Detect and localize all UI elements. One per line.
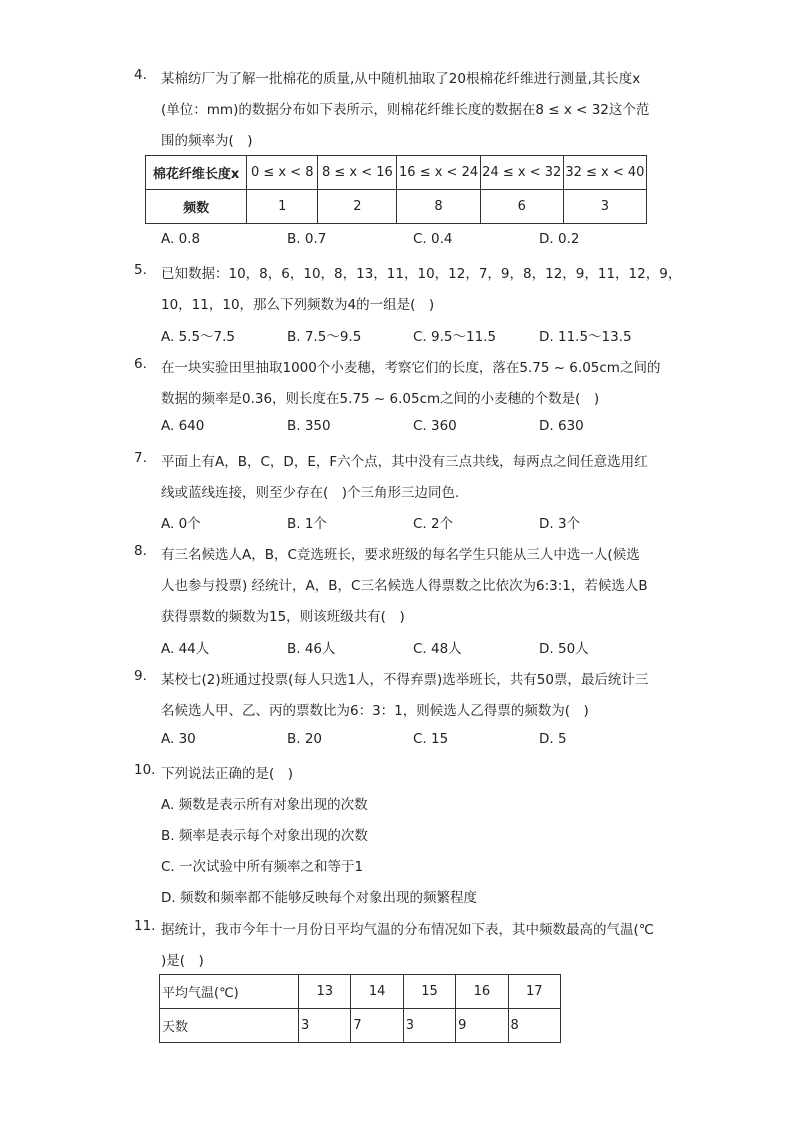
question-text-line: 人也参与投票) 经统计，A，B，C三名候选人得票数之比依次为6:3:1，若候选人B: [161, 578, 648, 594]
table-cell: 2: [318, 190, 397, 224]
option-d[interactable]: D. 0.2: [539, 231, 580, 247]
option-d[interactable]: D. 3个: [539, 516, 581, 532]
question-text-line: 某棉纺厂为了解一批棉花的质量,从中随机抽取了20根棉花纤维进行测量,其长度x: [161, 71, 641, 87]
option-c[interactable]: C. 15: [413, 731, 449, 747]
table-cell: 8: [508, 1009, 560, 1043]
option-a[interactable]: A. 30: [161, 731, 196, 747]
question-text-line: 数据的频率是0.36，则长度在5.75 ~ 6.05cm之间的小麦穗的个数是( ): [161, 391, 600, 407]
temperature-table: [159, 974, 561, 1043]
question-number: 5.: [134, 262, 147, 278]
table-cell: 8 ≤ x < 16: [318, 156, 397, 190]
option-c[interactable]: C. 9.5～11.5: [413, 329, 497, 345]
table-cell: 15: [403, 975, 455, 1009]
table-cell: 频数: [146, 190, 247, 224]
table-cell: 14: [351, 975, 403, 1009]
question-number: 4.: [134, 67, 147, 83]
table-cell: 1: [247, 190, 318, 224]
table-cell: 棉花纤维长度x: [146, 156, 247, 190]
question-text-line: 10，11，10，那么下列频数为4的一组是( ): [161, 297, 435, 313]
option-b[interactable]: B. 0.7: [287, 231, 327, 247]
question-text-line: 在一块实验田里抽取1000个小麦穗，考察它们的长度，落在5.75 ~ 6.05cm之间的: [161, 360, 661, 376]
option-c[interactable]: C. 48人: [413, 641, 462, 657]
table-cell: 3: [299, 1009, 351, 1043]
option-b[interactable]: B. 1个: [287, 516, 327, 532]
question-number: 9.: [134, 668, 147, 684]
option-a[interactable]: A. 44人: [161, 641, 210, 657]
question-text-line: 线或蓝线连接，则至少存在( )个三角形三边同色.: [161, 485, 460, 501]
option-a[interactable]: A. 0.8: [161, 231, 201, 247]
option-b[interactable]: B. 46人: [287, 641, 336, 657]
table-row: [146, 190, 647, 224]
table-header-row: [146, 156, 647, 190]
table-cell: 24 ≤ x < 32: [480, 156, 563, 190]
question-text-line: 名候选人甲、乙、丙的票数比为6：3：1，则候选人乙得票的频数为( ): [161, 703, 589, 719]
option-d[interactable]: D. 频数和频率都不能够反映每个对象出现的频繁程度: [161, 890, 477, 906]
table-cell: 13: [299, 975, 351, 1009]
question-text-line: (单位：mm)的数据分布如下表所示，则棉花纤维长度的数据在8 ≤ x < 32这个范: [161, 102, 650, 118]
table-row: [160, 1009, 561, 1043]
table-cell: 17: [508, 975, 560, 1009]
table-cell: 32 ≤ x < 40: [563, 156, 646, 190]
table-cell: 7: [351, 1009, 403, 1043]
option-a[interactable]: A. 0个: [161, 516, 201, 532]
question-number: 11.: [134, 918, 156, 934]
option-d[interactable]: D. 11.5～13.5: [539, 329, 632, 345]
table-cell: 天数: [160, 1009, 299, 1043]
table-cell: 0 ≤ x < 8: [247, 156, 318, 190]
question-number: 8.: [134, 543, 147, 559]
question-text-line: 已知数据：10，8，6，10，8，13，11，10，12，7，9，8，12，9，11，12，9，: [161, 266, 682, 282]
option-c[interactable]: C. 360: [413, 418, 457, 434]
question-text-line: 某校七(2)班通过投票(每人只选1人，不得弃票)选举班长，共有50票，最后统计三: [161, 672, 649, 688]
question-text-line: 有三名候选人A，B，C竞选班长，要求班级的每名学生只能从三人中选一人(候选: [161, 547, 640, 563]
table-cell: 3: [563, 190, 646, 224]
option-c[interactable]: C. 2个: [413, 516, 454, 532]
question-number: 6.: [134, 356, 147, 372]
option-d[interactable]: D. 630: [539, 418, 584, 434]
fiber-length-table: [145, 155, 647, 224]
option-a[interactable]: A. 640: [161, 418, 205, 434]
option-d[interactable]: D. 50人: [539, 641, 589, 657]
question-text-line: 据统计，我市今年十一月份日平均气温的分布情况如下表，其中频数最高的气温(℃: [161, 922, 654, 938]
question-text-line: 下列说法正确的是( ): [161, 766, 294, 782]
table-cell: 3: [403, 1009, 455, 1043]
table-cell: 16: [456, 975, 508, 1009]
option-b[interactable]: B. 7.5～9.5: [287, 329, 362, 345]
option-a[interactable]: A. 频数是表示所有对象出现的次数: [161, 797, 368, 813]
question-text-line: 获得票数的频数为15，则该班级共有( ): [161, 609, 405, 625]
table-cell: 8: [397, 190, 480, 224]
question-number: 10.: [134, 762, 156, 778]
question-number: 7.: [134, 450, 147, 466]
option-a[interactable]: A. 5.5～7.5: [161, 329, 236, 345]
option-d[interactable]: D. 5: [539, 731, 567, 747]
table-header-row: [160, 975, 561, 1009]
table-cell: 6: [480, 190, 563, 224]
option-b[interactable]: B. 350: [287, 418, 331, 434]
table-cell: 平均气温(℃): [160, 975, 299, 1009]
option-c[interactable]: C. 0.4: [413, 231, 453, 247]
option-c[interactable]: C. 一次试验中所有频率之和等于1: [161, 859, 364, 875]
table-cell: 16 ≤ x < 24: [397, 156, 480, 190]
table-cell: 9: [456, 1009, 508, 1043]
option-b[interactable]: B. 20: [287, 731, 323, 747]
question-text-line: 平面上有A，B，C，D，E，F六个点，其中没有三点共线，每两点之间任意选用红: [161, 454, 648, 470]
question-text-line: 围的频率为( ): [161, 133, 253, 149]
question-text-line: )是( ): [161, 953, 204, 969]
option-b[interactable]: B. 频率是表示每个对象出现的次数: [161, 828, 368, 844]
